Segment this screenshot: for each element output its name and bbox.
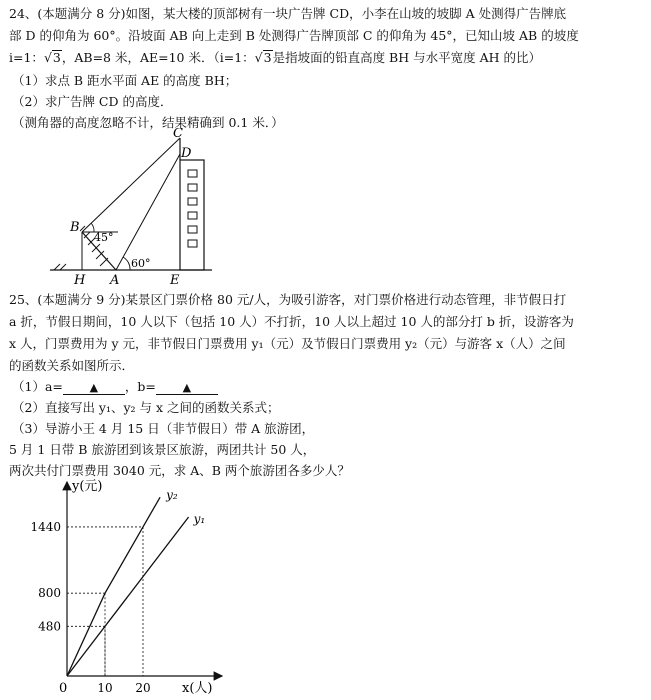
p25-line-1: 25、(本题满分 9 分)某景区门票价格 80 元/人，为吸引游客，对门票价格进行动态管理，非节假日打 <box>9 292 567 307</box>
p24-slope-note: 是指坡面的铅直高度 BH 与水平宽度 AH 的比） <box>272 50 541 65</box>
p24-question-2: （2）求广告牌 CD 的高度． <box>12 94 173 109</box>
p24-sqrt-value-1: 3 <box>52 50 61 65</box>
p24-line-2: 部 D 的仰角为 60°。沿坡面 AB 向上走到 B 处测得广告牌顶部 C 的仰角为 45°，已知山坡 AB 的坡度 <box>9 28 579 43</box>
series-line-y2 <box>67 497 160 676</box>
sqrt-symbol: √ <box>254 50 263 65</box>
series-line-y1 <box>67 517 189 676</box>
p25-function-chart <box>0 476 240 698</box>
x-axis-label: x(人) <box>182 681 213 696</box>
answer-blank-b[interactable]: ▲ <box>156 381 218 395</box>
p25-question-2: （2）直接写出 y₁、y₂ 与 x 之间的函数关系式； <box>12 400 280 415</box>
origin-label: 0 <box>59 681 68 696</box>
p24-ab-ae-text: ，AB=8 米，AE=10 米．（i=1： <box>61 50 255 65</box>
p25-line-3: x 人，门票费用为 y 元，非节假日门票费用 y₁（元）及节假日门票费用 y₂（元）与游客 x（人）之间 <box>9 336 566 351</box>
y-tick-label-800: 800 <box>38 586 61 601</box>
sight-line-ad <box>116 154 180 270</box>
p24-sqrt-value-2: 3 <box>263 50 272 65</box>
x-tick-label-20: 20 <box>135 681 151 695</box>
sqrt-symbol: √ <box>43 50 52 65</box>
p25-question-3-line-2: 5 月 1 日带 B 旅游团到该景区旅游，两团共计 50 人， <box>9 442 316 457</box>
y-tick-label-480: 480 <box>38 619 61 634</box>
p24-geometry-figure <box>40 128 230 288</box>
x-tick-label-10: 10 <box>97 681 113 695</box>
p24-line-1: 24、(本题满分 8 分)如图，某大楼的顶部树有一块广告牌 CD，小李在山坡的坡脚 A 处测得广告牌底 <box>9 6 567 21</box>
answer-blank-a[interactable]: ▲ <box>63 381 125 395</box>
p24-slope-prefix: i=1： <box>9 50 44 65</box>
q1-b-label: ，b= <box>124 379 156 394</box>
angle-arc-a <box>123 257 130 270</box>
p24-question-1: （1）求点 B 距水平面 AE 的高度 BH； <box>12 73 238 88</box>
q1-a-label: （1）a= <box>12 379 63 394</box>
label-h: H <box>74 273 86 288</box>
label-a: A <box>110 273 120 288</box>
p25-line-4: 的函数关系如图所示． <box>9 358 135 373</box>
p25-line-2: a 折，节假日期间，10 人以下（包括 10 人）不打折，10 人以上超过 10 人的部分打 b 折，设游客为 <box>9 314 574 329</box>
p25-question-1 <box>12 378 218 395</box>
angle-label-45: 45° <box>94 231 114 244</box>
p25-question-3: （3）导游小王 4 月 15 日（非节假日）带 A 旅游团， <box>12 421 315 436</box>
y-tick-label-1440: 1440 <box>30 519 61 534</box>
angle-label-60: 60° <box>131 257 151 270</box>
y-axis-label: y(元) <box>72 479 103 494</box>
p25-question-3-line-3: 两次共付门票费用 3040 元，求 A、B 两个旅游团各多少人？ <box>9 463 350 478</box>
series-label-y2: y₂ <box>166 488 178 503</box>
p24-note: （测角器的高度忽略不计，结果精确到 0.1 米．） <box>12 115 284 130</box>
label-d: D <box>181 146 192 161</box>
label-c: C <box>173 128 183 141</box>
label-b: B <box>70 220 80 235</box>
series-label-y1: y₁ <box>193 512 206 527</box>
label-e: E <box>170 273 180 288</box>
p24-line-3 <box>9 49 541 66</box>
sight-line-bc <box>82 138 180 232</box>
building-windows <box>188 170 197 247</box>
